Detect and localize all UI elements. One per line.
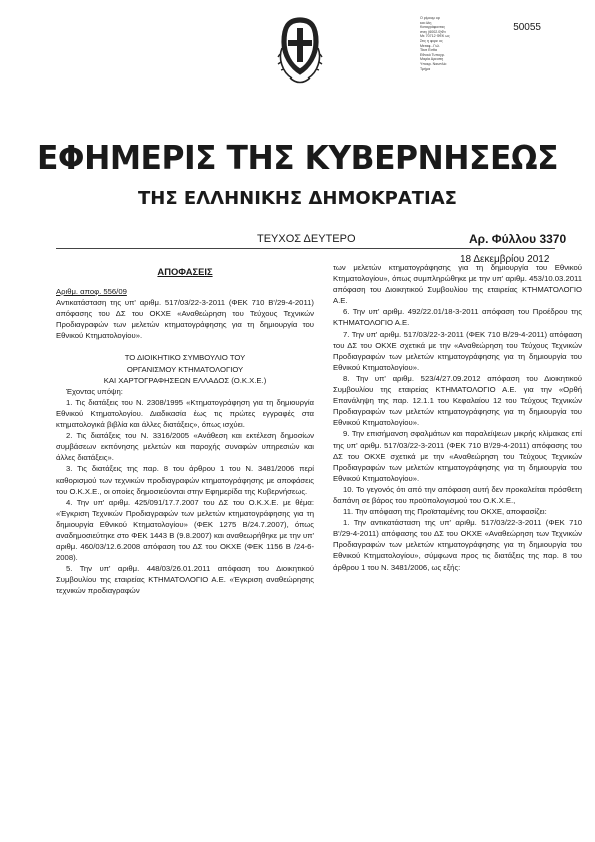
decision-reference: Αριθμ. αποφ. 556/09 [56,287,127,296]
board-heading-line: ΤΟ ΔΙΟΙΚΗΤΙΚΟ ΣΥΜΒΟΥΛΙΟ ΤΟΥ [124,353,246,363]
page-number: 50055 [513,22,541,33]
sheet-number: Αρ. Φύλλου 3370 [469,232,567,246]
section-heading: ΑΠΟΦΑΣΕΙΣ [157,266,213,277]
gazette-title: ΕΦΗΜΕΡΙΣ ΤΗΣ ΚΥΒΕΡΝΗΣΕΩΣ [36,138,559,177]
stamp-line: Τμήμα [420,66,431,71]
paragraph: 4. Την υπ' αριθμ. 425/091/17.7.2007 του ΔΣ του Ο.Κ.Χ.Ε. με θέμα: «Έγκριση Τεχνικών Προδιαγραφών των μελετών κτηματογράφησης για τη δημιουργία Εθνικού Κτηματολογίου» (ΦΕΚ 1275 Β/24.7.2007), όπως αναδημοσιεύτηκε στο ΦΕΚ 1443 Β (9.8.2007) και αναθεωρήθηκε με την υπ' αριθμ. 460/03/12.6.2008 απόφαση του ΔΣ του ΟΚΧΕ (ΦΕΚ 1156 Β /24-6-2008). [56,497,314,563]
greek-coat-of-arms-emblem [276,12,324,88]
stamp-line: Μεταφ...Γυλ. [420,43,441,48]
paragraph: 2. Τις διατάξεις του Ν. 3316/2005 «Ανάθεση και εκτέλεση δημοσίων συμβάσεων εκπόνησης μελετών και παροχής συναφών υπηρεσιών και άλλες διατάξεις». [56,431,314,463]
paragraph: 7. Την υπ' αριθμ. 517/03/22-3-2011 (ΦΕΚ 710 Β/29-4-2011) απόφαση του ΔΣ του ΟΚΧΕ σχετικά με την «Αναθεώρηση του Τεύχους Τεχνικών Προδιαγραφών των μελετών κτηματογράφησης για τη δημιουργία του Εθνικού Κτηματολογίου». [333,329,582,372]
stamp-line: Υποκρ. Ναυπλίο [420,61,447,66]
stamp-line: Στις η φορε ος [420,38,443,43]
stamp-line: Εθνικό Τυπογρ. [420,52,445,57]
paragraph: των μελετών κτηματογράφησης για τη δημιουργία του Εθνικού Κτηματολογίου», όπως συμπληρώθηκε με την υπ' αριθμ. 453/10.03.2011 απόφαση του Διοικητικού Συμβουλίου της εταιρείας ΚΤΗΜΑΤΟΛΟΓΙΟ Α.Ε. [333,263,582,306]
stamp-line: Καταγράφοντας [420,25,446,30]
paragraph: 9. Την επισήμανση σφαλμάτων και παραλείψεων μικρής κλίμακας επί της υπ' αριθμ. 517/03/22-3-2011 (ΦΕΚ 710 Β'/29-4-2011) απόφασης του ΔΣ του ΟΚΧΕ σχετικά με την «Αναθεώρηση του Τεύχους Τεχνικών Προδιαγραφών των μελετών κτηματογράφησης για τη δημιουργία του Εθνικού Κτηματολογίου». [333,429,582,483]
decision-subject: Αντικατάσταση της υπ' αριθμ. 517/03/22-3-2011 (ΦΕΚ 710 Β'/29-4-2011) απόφασης του ΔΣ του ΟΚΧΕ «Αναθεώρηση του Τεύχους Τεχνικών Προδιαγραφών των μελετών κτηματογράφησης για τη δημιουργία του Εθνικού Κτηματολογίου». [56,298,314,341]
paragraph: 1. Την αντικατάσταση της υπ' αριθμ. 517/03/22-3-2011 (ΦΕΚ 710 Β'/29-4-2011) απόφασης του ΔΣ του ΟΚΧΕ «Αναθεώρηση των Τεχνικών Προδιαγραφών των μελετών κτηματογράφησης για τη δημιουργία του Εθνικού Κτηματολογίου», σύμφωνα προς τις διατάξεις της παρ. 8 του άρθρου 1 του Ν. 3481/2006, ως εξής: [333,518,582,572]
right-column [333,262,582,573]
issue-label: ΤΕΥΧΟΣ ΔΕΥΤΕΡΟ [257,233,356,245]
stamp-line: Μαρία Αρευπη [420,57,444,62]
paragraph: 11. Την απόφαση της Προϊσταμένης του ΟΚΧΕ, αποφασίζει: [343,507,547,517]
gazette-subtitle: ΤΗΣ ΕΛΛΗΝΙΚΗΣ ΔΗΜΟΚΡΑΤΙΑΣ [138,188,457,209]
paragraph: 5. Την υπ' αριθμ. 448/03/26.01.2011 απόφαση του Διοικητικού Συμβουλίου της εταιρείας ΚΤΗΜΑΤΟΛΟΓΙΟ Α.Ε. «Έγκριση αναθεώρησης τεχνικών προδιαγραφών [56,564,314,596]
header-divider [56,248,555,249]
considering-line: Έχοντας υπόψη: [66,386,123,396]
left-column [56,262,314,597]
issue-date: 18 Δεκεμβρίου 2012 [460,254,550,265]
stamp-line: Τάνε Εσθα [420,48,437,53]
stamp-line: Με 70712 ΦΕΚ ως [420,34,450,39]
paragraph: 10. Το γεγονός ότι από την απόφαση αυτή δεν προκαλείται πρόσθετη δαπάνη σε βάρος του προϋπολογισμού του Ο.Κ.Χ.Ε., [333,484,582,505]
paragraph: 3. Τις διατάξεις της παρ. 8 του άρθρου 1 του Ν. 3481/2006 περί καθορισμού των τεχνικών προδιαγραφών κτηματογράφησης με αποφάσεις του Ο.Κ.Χ.Ε., οι οποίες δημοσιεύονται στην Εφημερίδα της Κυβερνήσεως. [56,464,314,496]
paragraph: 6. Την υπ' αριθμ. 492/22.01/18-3-2011 απόφαση του Προέδρου της ΚΤΗΜΑΤΟΛΟΓΙΟ Α.Ε. [333,307,582,328]
paragraph: 8. Την υπ' αριθμ. 523/4/27.09.2012 απόφαση του Διοικητικού Συμβουλίου της εταιρείας ΚΤΗΜΑΤΟΛΟΓΙΟ Α.Ε. για την «Ορθή Επανάληψη της παρ. 12.1.1 του Κεφαλαίου 12 του Τεύχους Τεχνικών Προδιαγραφών των μελετών κτηματογράφησης για τη δημιουργία του Εθνικού Κτηματολογίου». [333,373,582,428]
board-heading-line: ΟΡΓΑΝΙΣΜΟΥ ΚΤΗΜΑΤΟΛΟΓΙΟΥ [126,364,244,374]
stamp-line: και όλη [420,20,432,25]
paragraph: 1. Τις διατάξεις του Ν. 2308/1995 «Κτηματογράφηση για τη δημιουργία Εθνικού Κτηματολογίου. Διαδικασία έως τις πρώτες εγγραφές στα κτηματολογικά βιβλία και άλλες διατάξεις», όπως ισχύει. [56,397,314,430]
board-heading-line: ΚΑΙ ΧΑΡΤΟΓΡΑΦΗΣΕΩΝ ΕΛΛΑΔΟΣ (Ο.Κ.Χ.Ε.) [103,375,267,385]
digital-signature-stamp [420,16,502,71]
stamp-line: Ο ρίμουμ ορ [420,16,440,20]
stamp-line: στεγ (6002.0)Φν [420,29,447,34]
